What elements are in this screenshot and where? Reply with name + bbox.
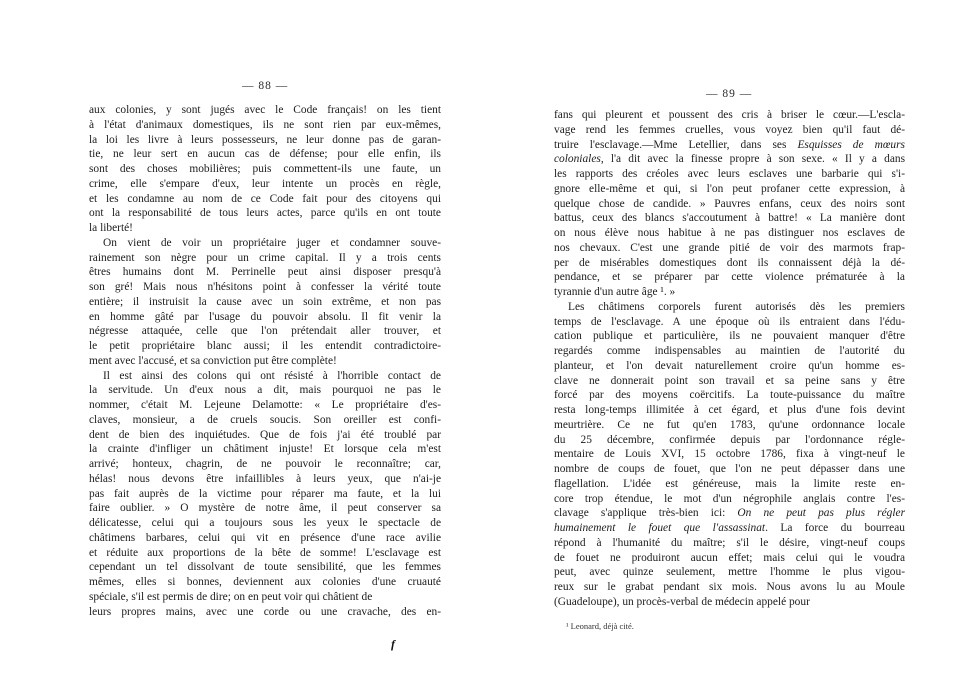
- text-line: meurtrière. Ce ne fut qu'en 1783, qu'une ordonnance locale: [554, 418, 905, 431]
- text-line: battus, ceux des blancs s'accoutument à battre! « La manière dont: [554, 212, 905, 225]
- right-page-number: — 89 —: [706, 88, 753, 100]
- text-line: clave ne donnerait point son travail et sa peine sans y être: [554, 374, 905, 387]
- text-line: châtimens barbares, celui qui vit en présence d'une race avilie: [89, 531, 441, 544]
- text-line: regardés comme indispensables au maintien de l'autorité du: [554, 345, 905, 357]
- text-line: le petit propriétaire blanc aussi; il les entendit contradictoire-: [89, 340, 441, 352]
- text-line: tie, ne leur sert en aucun cas de défense; pour elle enfin, ils: [89, 148, 441, 161]
- signature-mark: f: [391, 637, 395, 651]
- text-line: temps de l'esclavage. A une époque où ils entraient dans l'édu-: [554, 315, 905, 328]
- text-line: on nous élève nous habitue à ne pas distinguer nos esclaves de: [554, 227, 905, 239]
- text-line: leurs propres mains, avec une corde ou une cravache, des en-: [89, 605, 441, 618]
- text-line: entière; il instruisit la cause avec un soin extrême, et non pas: [89, 295, 441, 308]
- right-page-text: [554, 108, 905, 610]
- text-line: la crainte d'infliger un châtiment injuste! Et lorsque cela m'est: [89, 443, 441, 456]
- text-line: répond à l'humanité du maître; s'il le désire, vingt-neuf coups: [554, 536, 905, 549]
- text-line: claves, monsieur, a de cruels soucis. Son oreiller est confi-: [89, 413, 441, 426]
- text-line: Il est ainsi des colons qui ont résisté à l'horrible contact de: [103, 369, 441, 382]
- text-line: (Guadeloupe), un procès-verbal de médecin appelé pour: [554, 595, 810, 608]
- text-line: fans qui pleurent et poussent des cris à briser le cœur.—L'escla-: [554, 109, 905, 121]
- text-line: la servitude. Un d'eux nous a dit, mais pourquoi ne pas le: [89, 384, 441, 397]
- text-line: resta long-temps illimitée à cet égard, et plus d'une fois devint: [554, 404, 905, 416]
- text-line: aux colonies, y sont jugés avec le Code français! on les tient: [89, 104, 441, 116]
- text-line: ont la responsabilité de tous leurs actes, parce qu'ils en ont toute: [89, 207, 441, 220]
- text-line: On vient de voir un propriétaire juger et condamner souve-: [103, 236, 441, 249]
- text-line: son gré! Mais nous n'hésitons point à confesser la vérité toute: [89, 281, 441, 293]
- text-line: faire oublier. » O mystère de notre âme, il peut conserver sa: [89, 502, 441, 515]
- text-line: quelque chose de candide. » Pauvres enfans, ceux des noirs sont: [554, 197, 905, 210]
- text-line: négresse attaquée, celle que l'on prétendait aller trouver, et: [89, 325, 441, 338]
- text-line: pendance, et se préparer par cette violence prématurée à la: [554, 271, 905, 284]
- text-line: êtres humains dont M. Perrinelle peut ainsi disposer presqu'à: [89, 266, 441, 279]
- left-page-text: [89, 103, 441, 619]
- text-line: humainement le fouet que l'assassinat. La force du bourreau: [554, 522, 905, 534]
- text-line: vage rend les femmes cruelles, vous voyez bien qu'il faut dé-: [554, 123, 905, 136]
- text-line: clavage s'applique très-bien ici: On ne peut pas plus régler: [554, 507, 905, 520]
- text-line: gnore elle-même et qui, si l'on peut profaner cette expression, à: [554, 182, 905, 195]
- text-line: reux sur le grabat pendant six mois. Nous avons lu au Moule: [554, 581, 905, 593]
- text-line: la liberté!: [89, 222, 133, 234]
- text-line: cation publique et particulière, ils ne pouvaient manquer d'être: [554, 330, 905, 343]
- text-line: flagellation. L'idée est généreuse, mais la limite reste en-: [554, 477, 905, 490]
- text-line: arrivé; honteux, chagrin, de ne pouvoir le reconnaître; car,: [89, 458, 441, 470]
- text-line: mentaire de Louis XVI, 15 octobre 1786, fixa à vingt-neuf le: [554, 448, 905, 461]
- text-line: peut, avec quinze seulement, mettre l'homme le plus vigou-: [554, 566, 905, 579]
- footnote: ¹ Leonard, déjà cité.: [566, 621, 634, 631]
- text-line: sont des choses mobilières; puis commettent-ils une faute, un: [89, 163, 441, 175]
- text-line: à l'état d'animaux domestiques, ils ne sont rien par eux-mêmes,: [89, 118, 441, 131]
- text-line: per de misérables domestiques dont ils connaissent déjà la dé-: [554, 256, 905, 269]
- text-line: mêmes, elles si bonnes, deviennent aux colonies d'une cruauté: [89, 576, 441, 588]
- text-line: hélas! nous devons être infaillibles à leurs yeux, que n'ai-je: [89, 472, 441, 485]
- text-line: ment avec l'accusé, et sa conviction put être complète!: [89, 354, 337, 367]
- text-line: et réduite aux proportions de la bête de somme! L'esclavage est: [89, 546, 441, 559]
- text-line: de fouet ne produiront aucun effet; mais celui qui le voudra: [554, 551, 905, 564]
- text-line: dent de bien des inquiétudes. Que de fois j'ai été troublé par: [89, 428, 441, 441]
- text-line: rainement son nègre pour un crime capital. Il y a trois cents: [89, 251, 441, 264]
- left-page-number: — 88 —: [242, 80, 289, 92]
- text-line: forcé par des moyens coërcitifs. La toute-puissance du maître: [554, 389, 905, 402]
- text-line: la loi les livre à leurs possesseurs, ne leur donne pas de garan-: [89, 133, 441, 146]
- text-line: cependant un tel dissolvant de toute sensibilité, que les femmes: [89, 561, 441, 574]
- text-line: coloniales, l'a dit avec la finesse propre à son sexe. « Il y a dans: [554, 153, 905, 166]
- text-line: délicatesse, celui qui a toujours sous les yeux le spectacle de: [89, 517, 441, 529]
- text-line: truire l'esclavage.—Mme Letellier, dans ses Esquisses de mœurs: [554, 138, 905, 151]
- text-line: tyrannie d'un autre âge ¹. »: [554, 286, 676, 298]
- text-line: du 25 décembre, confirmée depuis par l'ordonnance régle-: [554, 433, 905, 446]
- text-line: et les condamne au nom de ce Code fait pour des citoyens qui: [89, 192, 441, 205]
- text-line: spéciale, s'il est permis de dire; on en peut voir qui châtient de: [89, 590, 373, 603]
- text-line: en homme gâté par l'usage du pouvoir absolu. Il fit venir la: [89, 310, 441, 323]
- text-line: crime, elle s'empare d'eux, leur intente un procès en règle,: [89, 177, 441, 190]
- text-line: planteur, et l'on devait naturellement croire qu'un homme es-: [554, 359, 905, 372]
- text-line: Les châtimens corporels furent autorisés dès les premiers: [568, 300, 905, 313]
- text-line: nos chevaux. C'est une grande pitié de voir des marmots frap-: [554, 241, 905, 254]
- text-line: core trop étendue, le mot d'un négrophile anglais contre l'es-: [554, 492, 905, 505]
- text-line: nommer, c'était M. Lejeune Delamotte: « Le propriétaire d'es-: [89, 399, 441, 411]
- text-line: pas fait auprès de la victime pour réparer ma faute, et la lui: [89, 487, 441, 500]
- text-line: les rapports des créoles avec leurs esclaves une barbarie qui s'i-: [554, 168, 905, 180]
- text-line: nombre de coups de fouet, que l'on ne peut dépasser dans une: [554, 463, 905, 475]
